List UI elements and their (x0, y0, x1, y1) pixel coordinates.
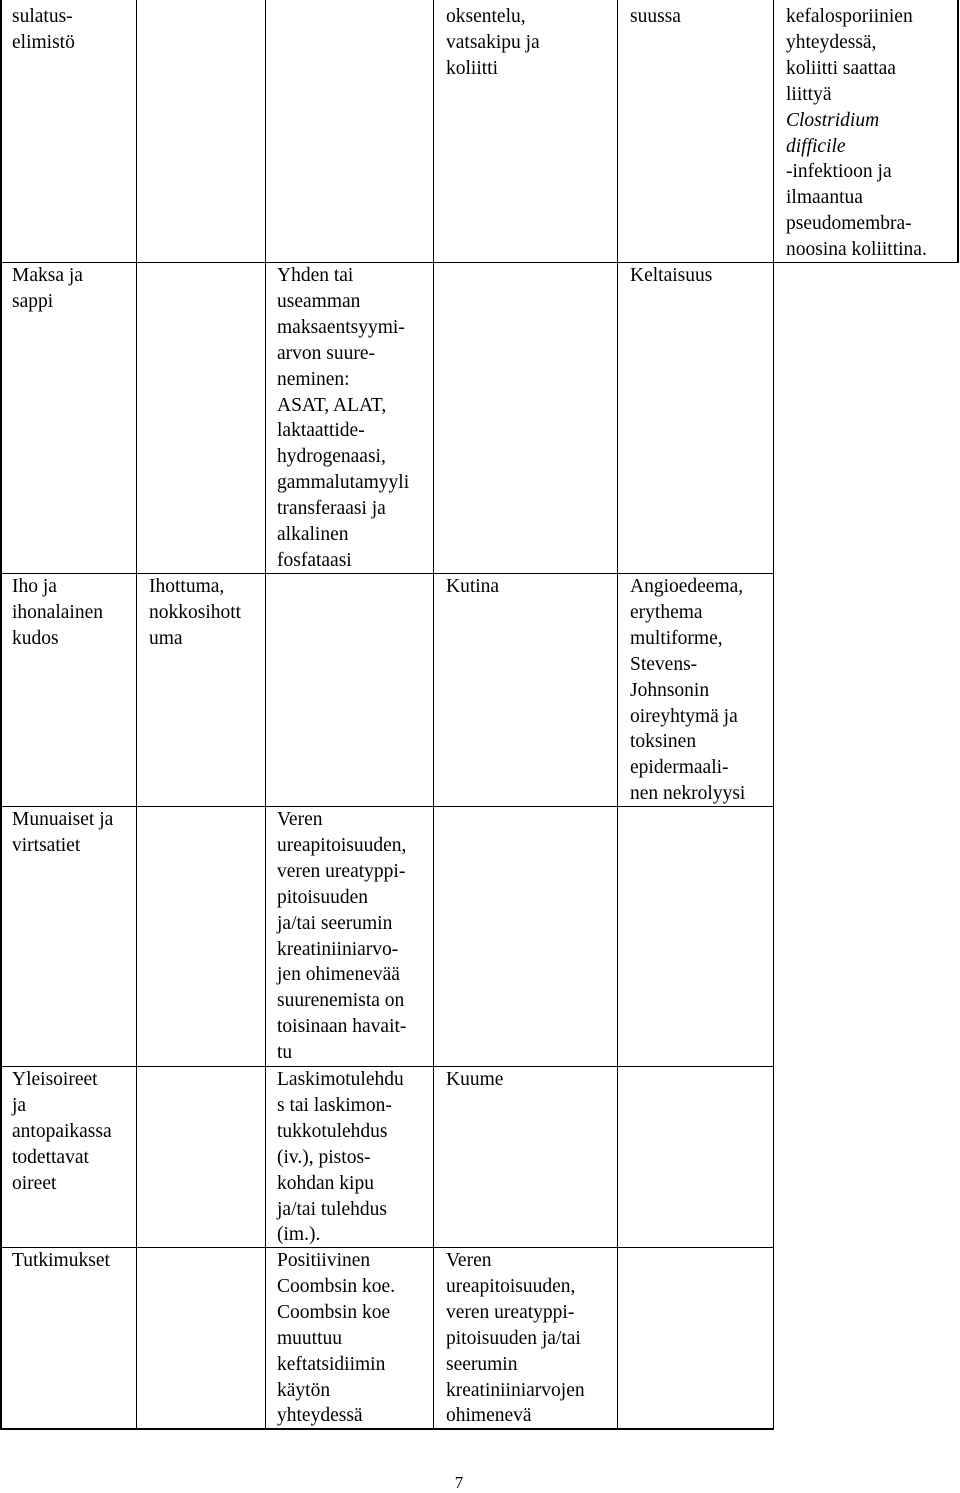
common-skin: Ihottuma, nokkosihott uma (149, 576, 242, 649)
very-rare-liver: Keltaisuus (630, 265, 713, 286)
organ-class-skin: Iho ja ihonalainen kudos (12, 576, 103, 649)
organ-class-digestive: sulatus- elimistö (12, 6, 75, 53)
page-number: 7 (454, 1473, 464, 1492)
note-colitis-species: Clostridium difficile (786, 109, 880, 157)
rare-investigations: Veren ureapitoisuuden, veren ureatyppi- pitoisuuden ja/tai seerumin kreatiniiniarvojen ohimenevä (446, 1250, 585, 1427)
note-colitis-text-end: -infektioon ja ilmaantua pseudomembra- noosina koliittina. (786, 161, 927, 261)
very-rare-digestive: suussa (630, 6, 681, 27)
uncommon-investigations: Positiivinen Coombsin koe. Coombsin koe muuttuu keftatsidiimin käytön yhteydessä (277, 1250, 396, 1427)
organ-class-liver: Maksa ja sappi (12, 265, 83, 312)
rare-general: Kuume (446, 1069, 504, 1090)
note-colitis-text: kefalosporiinien yhteydessä, koliitti saattaa liittyä (786, 6, 913, 105)
organ-class-investigations: Tutkimukset (12, 1250, 110, 1271)
rare-skin: Kutina (446, 576, 500, 597)
uncommon-general: Laskimotulehdu s tai laskimon- tukkotulehdus (iv.), pistos- kohdan kipu ja/tai tulehdus (im.). (277, 1069, 404, 1246)
organ-class-kidney: Munuaiset ja virtsatiet (12, 809, 114, 856)
uncommon-liver: Yhden tai useamman maksaentsyymi- arvon suure- neminen: ASAT, ALAT, laktaattide- hydrogenaasi, gammalutamyyli transferaasi ja alkalinen fosfataasi (277, 265, 410, 571)
organ-class-general: Yleisoireet ja antopaikassa todettavat oireet (12, 1069, 112, 1194)
rare-digestive: oksentelu, vatsakipu ja koliitti (446, 6, 540, 79)
uncommon-kidney: Veren ureapitoisuuden, veren ureatyppi- pitoisuuden ja/tai seerumin kreatiniiniarvo- jen ohimenevää suurenemista on toisinaan havait- tu (277, 809, 407, 1064)
very-rare-skin: Angioedeema, erythema multiforme, Stevens- Johnsonin oireyhtymä ja toksinen epidermaali- nen nekrolyysi (630, 576, 746, 805)
note-colitis (786, 4, 958, 263)
